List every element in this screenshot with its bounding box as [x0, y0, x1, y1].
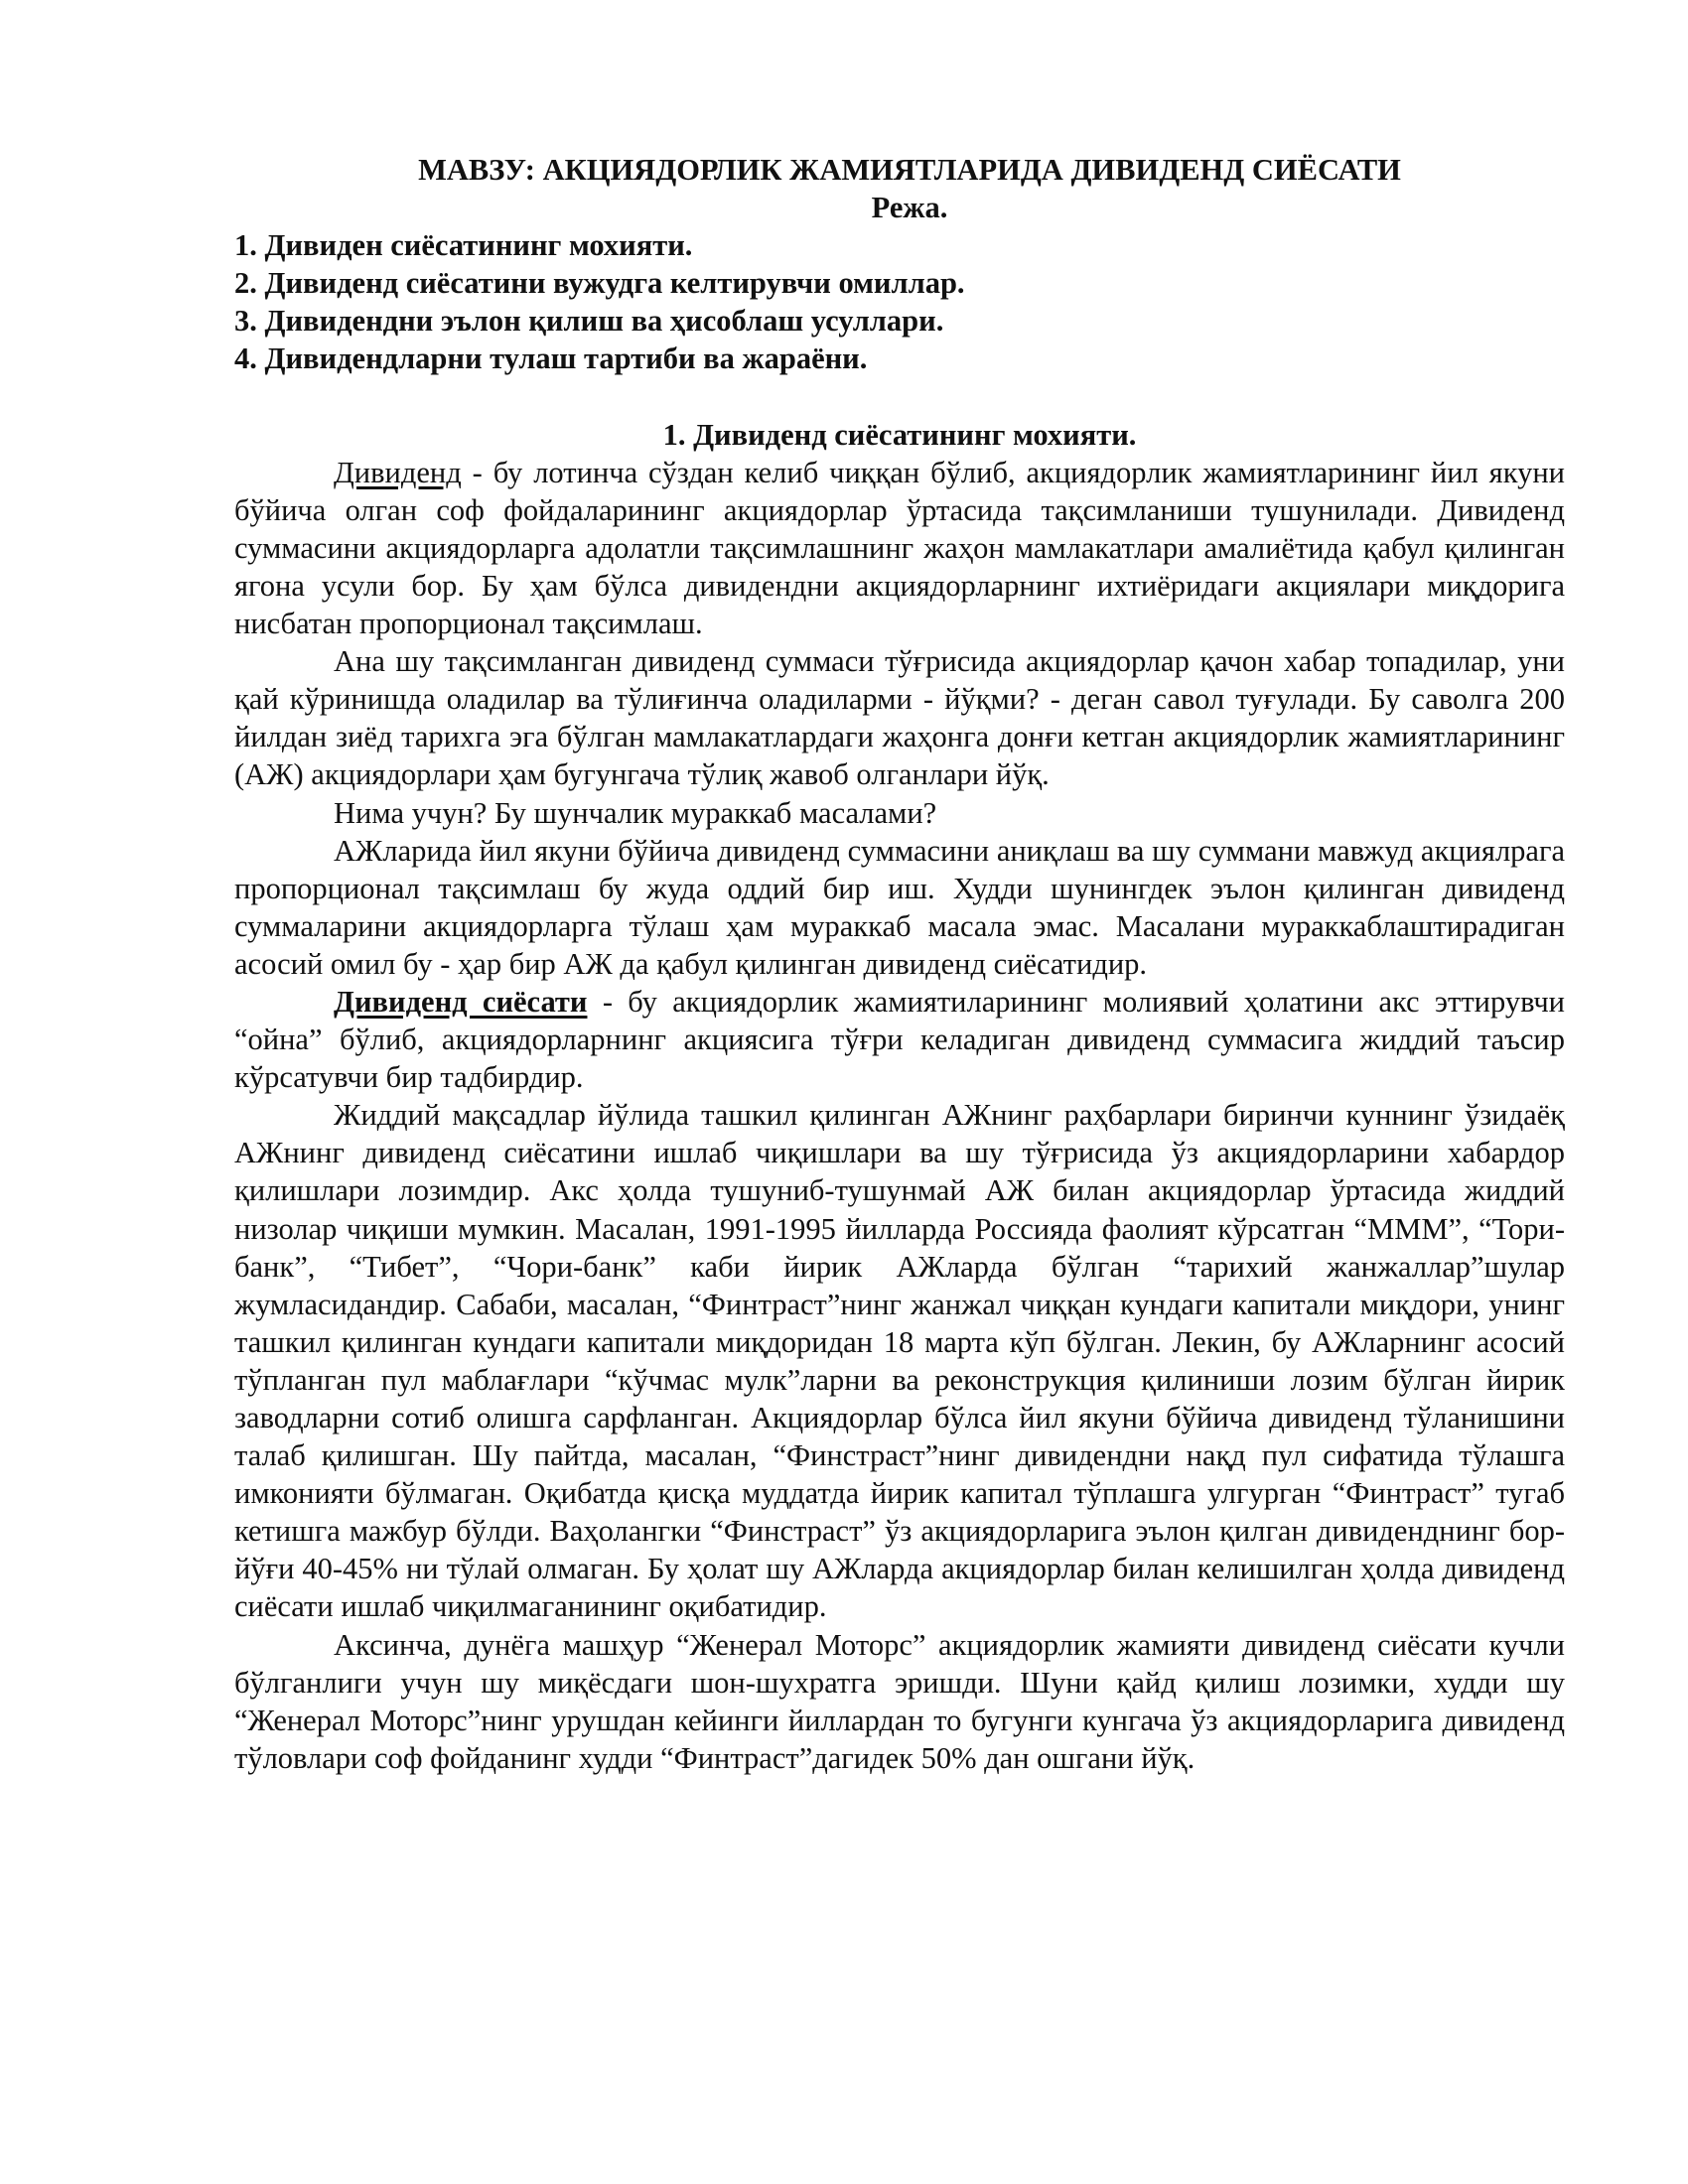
- plan-item: 3. Дивидендни эълон қилиш ва ҳисоблаш усуллари.: [234, 304, 944, 339]
- plan-item: 2. Дивиденд сиёсатини вужудга келтирувчи омиллар.: [234, 266, 965, 301]
- paragraph: АЖларида йил якуни бўйича дивиденд суммасини аниқлаш ва шу суммани мавжуд акциялрага пропорционал тақсимлаш бу жуда оддий бир иш. Худди шунингдек эълон қилинган дивиденд суммаларини акциядорларга тўлаш ҳам мураккаб масала эмас. Масалани мураккаблаштирадиган асосий омил бу - ҳар бир АЖ да қабул қилинган дивиденд сиёсатидир.: [234, 833, 1565, 981]
- paragraph: Аксинча, дунёга машҳур “Женерал Моторс” акциядорлик жамияти дивиденд сиёсати кучли бўлганлиги учун шу миқёсдаги шон-шухратга эришди. Шуни қайд қилиш лозимки, худди шу “Женерал Моторс”нинг урушдан кейинги йиллардан то бугунги кунгача ўз акциядорларига дивиденд тўловлари соф фойданинг худди “Финтраст”дагидек 50% дан ошгани йўқ.: [234, 1627, 1565, 1775]
- paragraph: Жиддий мақсадлар йўлида ташкил қилинган АЖнинг раҳбарлари биринчи куннинг ўзидаёқ АЖнинг дивиденд сиёсатини ишлаб чиқишлари ва шу тўғрисида ўз акциядорларини хабардор қилишлари лозимдир. Акс ҳолда тушуниб-тушунмай АЖ билан акциядорлар ўртасида жиддий низолар чиқиши мумкин. Масалан, 1991-1995 йилларда Россияда фаолият кўрсатган “МММ”, “Тори-банк”, “Тибет”, “Чори-банк” каби йирик АЖларда бўлган “тарихий жанжаллар”шулар жумласидандир. Сабаби, масалан, “Финтраст”нинг жанжал чиққан кундаги капитали миқдори, унинг ташкил қилинган кундаги капитали миқдоридан 18 марта кўп бўлган. Лекин, бу АЖларнинг асосий тўпланган пул маблағлари “кўчмас мулк”ларни ва реконструкция қилиниши лозим бўлган йирик заводларни сотиб олишга сарфланган. Акциядорлар бўлса йил якуни бўйича дивиденд тўланишини талаб қилишган. Шу пайтда, масалан, “Финстраст”нинг дивидендни нақд пул сифатида тўлашга имконияти бўлмаган. Оқибатда қисқа муддатда йирик капитал тўплашга улгурган “Финтраст” тугаб кетишга мажбур бўлди. Ваҳолангки “Финстраст” ўз акциядорларига эълон қилган дивиденднинг бор-йўғи 40-45% ни тўлай олмаган. Бу ҳолат шу АЖларда акциядорлар билан келишилган ҳолда дивиденд сиёсати ишлаб чиқилмаганининг оқибатидир.: [234, 1098, 1565, 1624]
- term-dividend: Дивиденд: [334, 455, 462, 489]
- plan-item: 1. Дивиден сиёсатининг мохияти.: [234, 228, 693, 263]
- paragraph-text: - бу акциядорлик жамиятиларининг молиявий ҳолатини акс эттирувчи “ойна” бўлиб, акциядорларнинг акциясига тўғри келадиган дивиденд суммасига жиддий таъсир кўрсатувчи бир тадбирдир.: [234, 984, 1565, 1095]
- plan-item: 4. Дивидендларни тулаш тартиби ва жараёни.: [234, 341, 868, 376]
- paragraph-dividend-definition: [234, 454, 1565, 642]
- plan-list: [234, 226, 1565, 377]
- paragraph: Ана шу тақсимланган дивиденд суммаси тўғрисида акциядорлар қачон хабар топадилар, уни қай кўринишда оладилар ва тўлиғинча оладиларми - йўқми? - деган савол туғулади. Бу саволга 200 йилдан зиёд тарихга эга бўлган мамлакатлардаги жаҳонга донғи кетган акциядорлик жамиятларининг (АЖ) акциядорлари ҳам бугунгача тўлиқ жавоб олганлари йўқ.: [234, 644, 1565, 792]
- paragraph: Нима учун? Бу шунчалик мураккаб масалами?: [334, 795, 937, 830]
- section-heading: 1. Дивиденд сиёсатининг мохияти.: [662, 417, 1137, 452]
- paragraph-text: - бу лотинча сўздан келиб чиққан бўлиб, акциядорлик жамиятларининг йил якуни бўйича олган соф фойдаларининг акциядорлар ўртасида тақсимланиши тушунилади. Дивиденд суммасини акциядорларга адолатли тақсимлашнинг жаҳон мамлакатлари амалиётида қабул қилинган ягона усули бор. Бу ҳам бўлса дивидендни акциядорларнинг ихтиёридаги акциялари миқдорига нисбатан пропорционал тақсимлаш.: [234, 455, 1565, 641]
- paragraph-policy-definition: [234, 983, 1565, 1096]
- document-title: МАВЗУ: АКЦИЯДОРЛИК ЖАМИЯТЛАРИДА ДИВИДЕНД СИЁСАТИ: [418, 153, 1401, 187]
- plan-heading: Режа.: [871, 191, 948, 225]
- term-dividend-policy: Дивиденд сиёсати: [334, 984, 588, 1019]
- document-page: [234, 151, 1565, 1777]
